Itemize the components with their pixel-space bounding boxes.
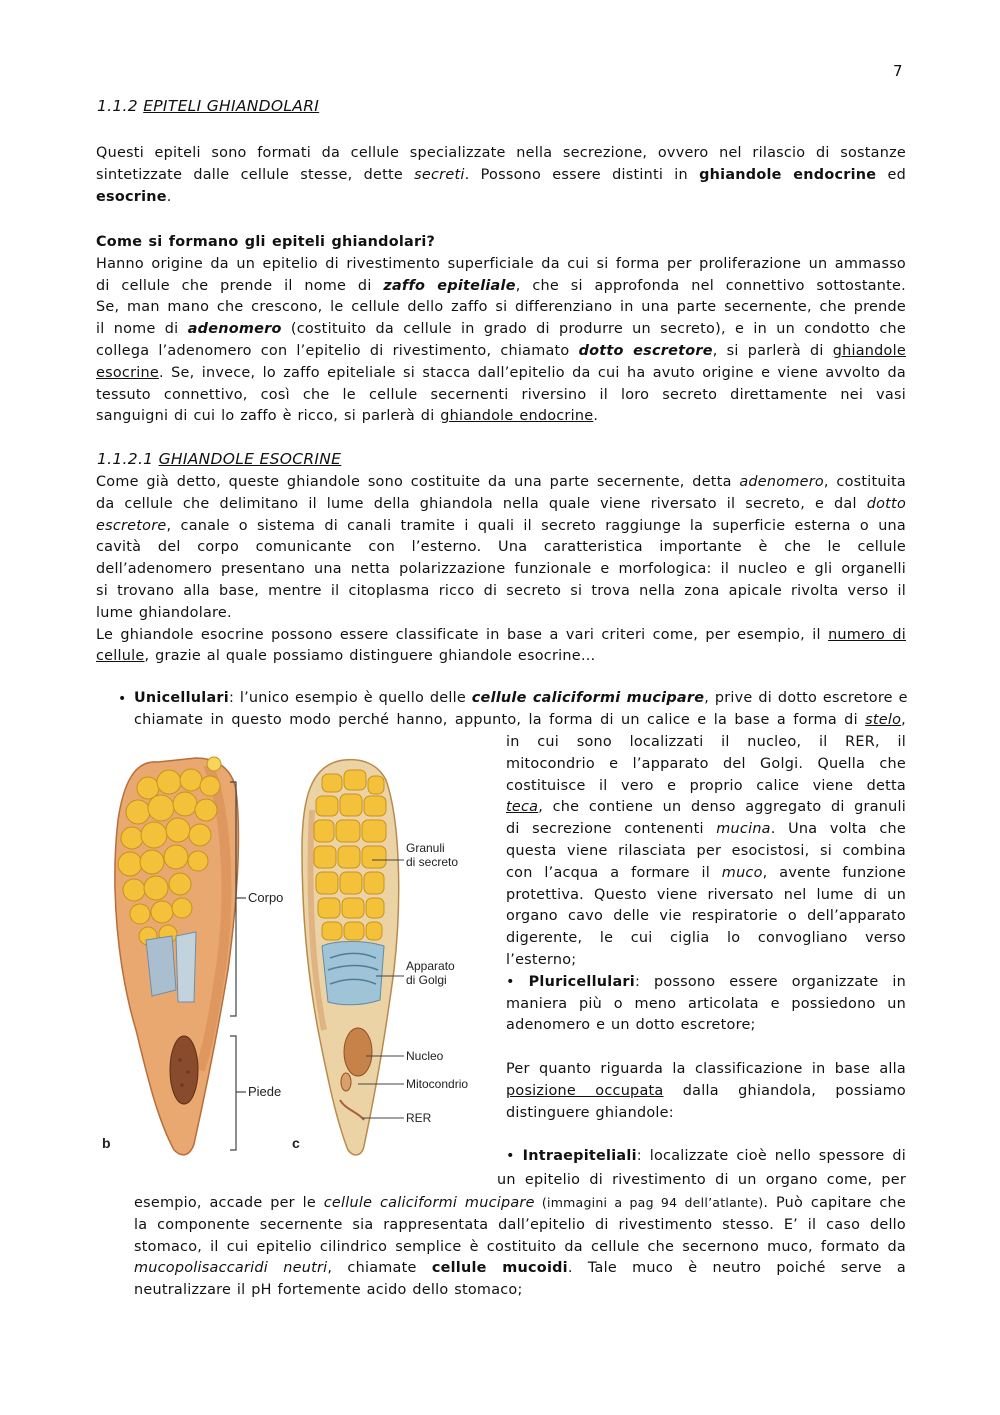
question-title: Come si formano gli epiteli ghiandolari? bbox=[96, 234, 436, 250]
text-line: in cui sono localizzati il nucleo, il RER, il bbox=[506, 734, 906, 750]
text-line: esempio, accade per le cellule caliciformi mucipare (immagini a pag 94 dell’atlante). Può capitare che bbox=[134, 1195, 906, 1211]
text-line: stomaco, il cui epitelio cilindrico semplice è costituito da cellule che secernono muco, formato da bbox=[134, 1238, 906, 1255]
label-piede: Piede bbox=[248, 1084, 282, 1099]
blank-line bbox=[506, 1124, 906, 1146]
text-line: dell’adenomero presentano una netta polarizzazione funzionale e morfologica: il nucleo e gli organelli bbox=[96, 561, 906, 578]
text-line: mitocondrio e l’apparato del Golgi. Quella che bbox=[506, 755, 906, 772]
text-line: con l’acqua a formare il muco, avente funzione bbox=[506, 864, 906, 881]
label-b: b bbox=[102, 1135, 111, 1151]
heading-number: 1.1.2 bbox=[97, 97, 138, 115]
text-line: organo cavo delle vie respiratorie o dell’apparato bbox=[506, 908, 906, 925]
text-line: • Intraepiteliali: localizzate cioè nello spessore di bbox=[506, 1148, 906, 1165]
text-line: chiamate in questo modo perché hanno, appunto, la forma di un calice e la base a forma di stelo, bbox=[134, 711, 906, 728]
text-line: distinguere ghiandole: bbox=[506, 1104, 674, 1121]
intro-paragraph bbox=[96, 143, 906, 208]
text-line: si trovano alla base, mentre il citoplasma ricco di secreto si trova nella zona apicale rivolta verso il bbox=[96, 582, 906, 599]
text-line: Unicellulari: l’unico esempio è quello delle cellule caliciformi mucipare, prive di dotto escretore e bbox=[134, 690, 908, 706]
text-line: costituisce il vero e proprio calice viene detta bbox=[506, 777, 906, 794]
text-line: la componente secernente sia rappresentata dall’epitelio di rivestimento stesso. E’ il caso dello bbox=[134, 1216, 906, 1233]
side-text-column bbox=[506, 732, 906, 1168]
text-line: lume ghiandolare. bbox=[96, 604, 232, 621]
text-line: esocrine. Se, invece, lo zaffo epiteliale si stacca dall’epitelio da cui ha avuto origine e viene avvolto da bbox=[96, 364, 906, 381]
bullet-unicellulari: • bbox=[118, 691, 127, 707]
text-line: Hanno origine da un epitelio di rivestimento superficiale da cui si forma per proliferazione un ammasso bbox=[96, 255, 906, 272]
label-corpo: Corpo bbox=[248, 890, 284, 905]
heading-number: 1.1.2.1 bbox=[97, 450, 154, 468]
text-line: • Pluricellulari: possono essere organizzate in bbox=[506, 973, 906, 990]
heading-title: GHIANDOLE ESOCRINE bbox=[158, 450, 342, 468]
text-line: da cellule che delimitano il lume della ghiandola nella quale viene riversato il secreto, e dal dotto bbox=[96, 495, 906, 512]
esocrine-paragraph bbox=[96, 472, 906, 668]
text-line: adenomero e un dotto escretore; bbox=[506, 1017, 756, 1034]
text-line: mucopolisaccaridi neutri, chiamate cellule mucoidi. Tale muco è neutro poiché serve a bbox=[134, 1260, 906, 1277]
text-line: digerente, le cui ciglia lo convogliano verso bbox=[506, 930, 906, 947]
text-line: cellule, grazie al quale possiamo distinguere ghiandole esocrine… bbox=[96, 648, 596, 665]
text-line: esocrine. bbox=[96, 188, 172, 205]
label-apparato-2: di Golgi bbox=[406, 973, 447, 987]
text-line: questa viene rilasciata per esocistosi, si combina bbox=[506, 842, 906, 859]
label-c: c bbox=[292, 1135, 300, 1151]
section-heading-1-1-2 bbox=[97, 97, 319, 115]
text-line: escretore, canale o sistema di canali tramite i quali il secreto raggiunge la superficie esterna o una bbox=[96, 517, 906, 534]
text-line: teca, che contiene un denso aggregato di granuli bbox=[506, 799, 906, 816]
label-nucleo: Nucleo bbox=[406, 1049, 444, 1063]
text-line: Se, man mano che crescono, le cellule dello zaffo si differenziano in una parte secernente, che prende bbox=[96, 299, 906, 316]
text-line: cavità del corpo comunicante con l’esterno. Una caratteristica importante è che le cellule bbox=[96, 539, 906, 556]
text-line: collega l’adenomero con l’epitelio di rivestimento, chiamato dotto escretore, si parlerà di ghiandole bbox=[96, 342, 906, 359]
blank-line bbox=[506, 1037, 906, 1059]
text-line: Questi epiteli sono formati da cellule specializzate nella secrezione, ovvero nel rilascio di sostanze bbox=[96, 145, 906, 161]
text-line: Come già detto, queste ghiandole sono costituite da una parte secernente, detta adenomero, costituita bbox=[96, 474, 907, 490]
text-line: di cellule che prende il nome di zaffo epiteliale, che si approfonda nel connettivo sottostante. bbox=[96, 277, 906, 294]
text-line: l’esterno; bbox=[506, 951, 577, 968]
text-line: tessuto connettivo, così che le cellule secernenti riversino il loro secreto direttamente nei vasi bbox=[96, 386, 906, 403]
label-mitocondrio: Mitocondrio bbox=[406, 1077, 469, 1091]
bottom-paragraph bbox=[134, 1192, 906, 1302]
text-line: sintetizzate dalle cellule stesse, dette secreti. Possono essere distinti in ghiandole endocrine ed bbox=[96, 166, 906, 183]
label-granuli-2: di secreto bbox=[406, 855, 459, 869]
goblet-cell-b bbox=[115, 757, 239, 1155]
text-line: sanguigni di cui lo zaffo è ricco, si parlerà di ghiandole endocrine. bbox=[96, 408, 599, 425]
text-line: di secrezione contenenti mucina. Una volta che bbox=[506, 821, 906, 838]
text-line: maniera più o meno articolata e possiedono un bbox=[506, 995, 906, 1012]
goblet-cell-illustration bbox=[96, 740, 488, 1160]
label-granuli: Granuli bbox=[406, 841, 445, 855]
text-line: il nome di adenomero (costituito da cellule in grado di produrre un secreto), e in un condotto che bbox=[96, 321, 907, 338]
unicellulari-paragraph bbox=[134, 688, 906, 732]
heading-title: EPITELI GHIANDOLARI bbox=[143, 97, 320, 115]
goblet-cell-figure bbox=[96, 740, 488, 1160]
section-heading-1-1-2-1 bbox=[97, 450, 341, 468]
text-line: Per quanto riguarda la classificazione in base alla bbox=[506, 1060, 906, 1077]
side-text-wrap-line bbox=[497, 1170, 906, 1192]
page-number: 7 bbox=[893, 62, 903, 80]
goblet-cell-c bbox=[302, 760, 399, 1155]
question-paragraph bbox=[96, 232, 906, 428]
label-rer: RER bbox=[406, 1111, 432, 1125]
text-line: posizione occupata dalla ghiandola, possiamo bbox=[506, 1082, 906, 1099]
text-line: protettiva. Questo viene riversato nel lume di un bbox=[506, 886, 906, 903]
text-line: Le ghiandole esocrine possono essere classificate in base a vari criteri come, per esempio, il numero di bbox=[96, 626, 906, 643]
label-apparato: Apparato bbox=[406, 959, 455, 973]
text-line: neutralizzare il pH fortemente acido dello stomaco; bbox=[134, 1282, 523, 1299]
text-line: un epitelio di rivestimento di un organo come, per bbox=[497, 1172, 906, 1188]
